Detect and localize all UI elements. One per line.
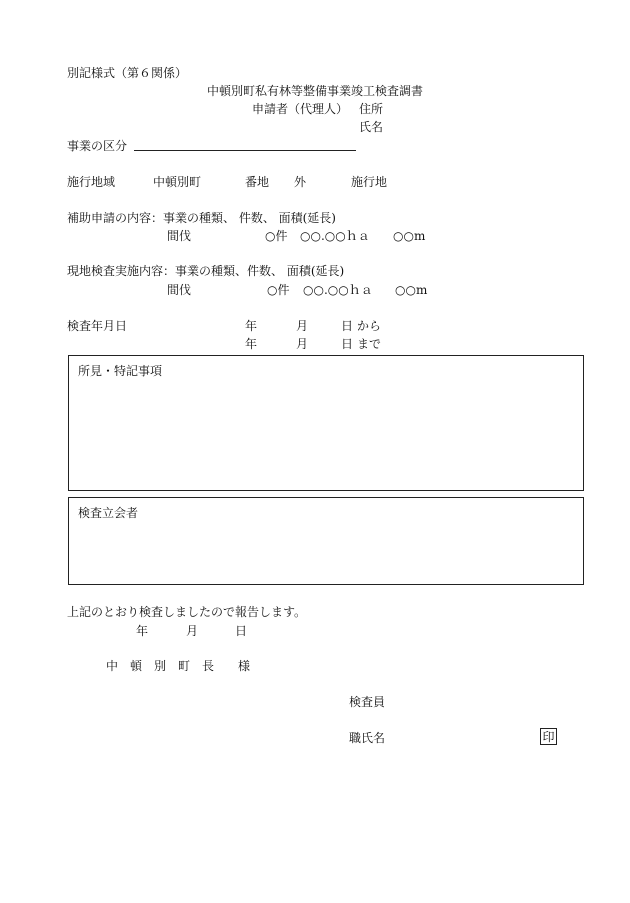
field-inspection-area: ○○.○○ｈａ [303, 283, 373, 297]
location-other: 外 [294, 175, 307, 189]
findings-label: 所見・特記事項 [78, 364, 163, 378]
inspection-to-month: 月 [296, 337, 309, 351]
subsidy-request-label: 補助申請の内容：事業の種類、 件数、 面積(延長) [67, 211, 336, 225]
report-day: 日 [235, 624, 248, 638]
inspector-label: 検査員 [349, 695, 386, 709]
inspection-from-month: 月 [296, 319, 309, 333]
subsidy-request-length: ○○m [393, 229, 426, 243]
report-statement: 上記のとおり検査しましたので報告します。 [67, 605, 307, 619]
field-inspection-label: 現地検査実施内容：事業の種類、件数、 面積(延長) [67, 264, 345, 278]
inspection-date-label: 検査年月日 [67, 319, 128, 333]
report-year: 年 [136, 624, 149, 638]
location-label: 施行地域 [67, 175, 116, 189]
field-inspection-length: ○○m [395, 283, 428, 297]
seal-mark: 印 [540, 728, 557, 745]
subsidy-request-type: 間伐 [167, 229, 192, 243]
field-inspection-type: 間伐 [167, 283, 192, 297]
business-category-line [134, 150, 356, 151]
business-category-label: 事業の区分 [67, 139, 128, 153]
address-label: 住所 [359, 102, 384, 116]
field-inspection-count: ○件 [267, 283, 290, 297]
inspection-to-year: 年 [245, 337, 258, 351]
witness-box [68, 497, 584, 585]
name-label: 氏名 [359, 120, 384, 134]
inspection-from-year: 年 [245, 319, 258, 333]
inspection-from-day: 日 [341, 319, 354, 333]
report-month: 月 [186, 624, 199, 638]
subsidy-request-count: ○件 [265, 229, 288, 243]
location-site: 施行地 [351, 175, 388, 189]
inspection-to-suffix: まで [357, 337, 382, 351]
addressee: 中 頓 別 町 長 様 [106, 659, 251, 673]
findings-box [68, 355, 584, 491]
document-title: 中頓別町私有林等整備事業竣工検査調書 [207, 84, 424, 98]
applicant-label: 申請者（代理人） [252, 102, 349, 116]
location-town: 中頓別町 [153, 175, 202, 189]
inspection-from-suffix: から [357, 319, 382, 333]
inspection-to-day: 日 [341, 337, 354, 351]
subsidy-request-area: ○○.○○ｈａ [300, 229, 370, 243]
inspector-title-name: 職氏名 [349, 731, 386, 745]
location-lot: 番地 [245, 175, 270, 189]
witness-label: 検査立会者 [78, 506, 139, 520]
form-reference: 別記様式（第６関係） [67, 66, 188, 80]
